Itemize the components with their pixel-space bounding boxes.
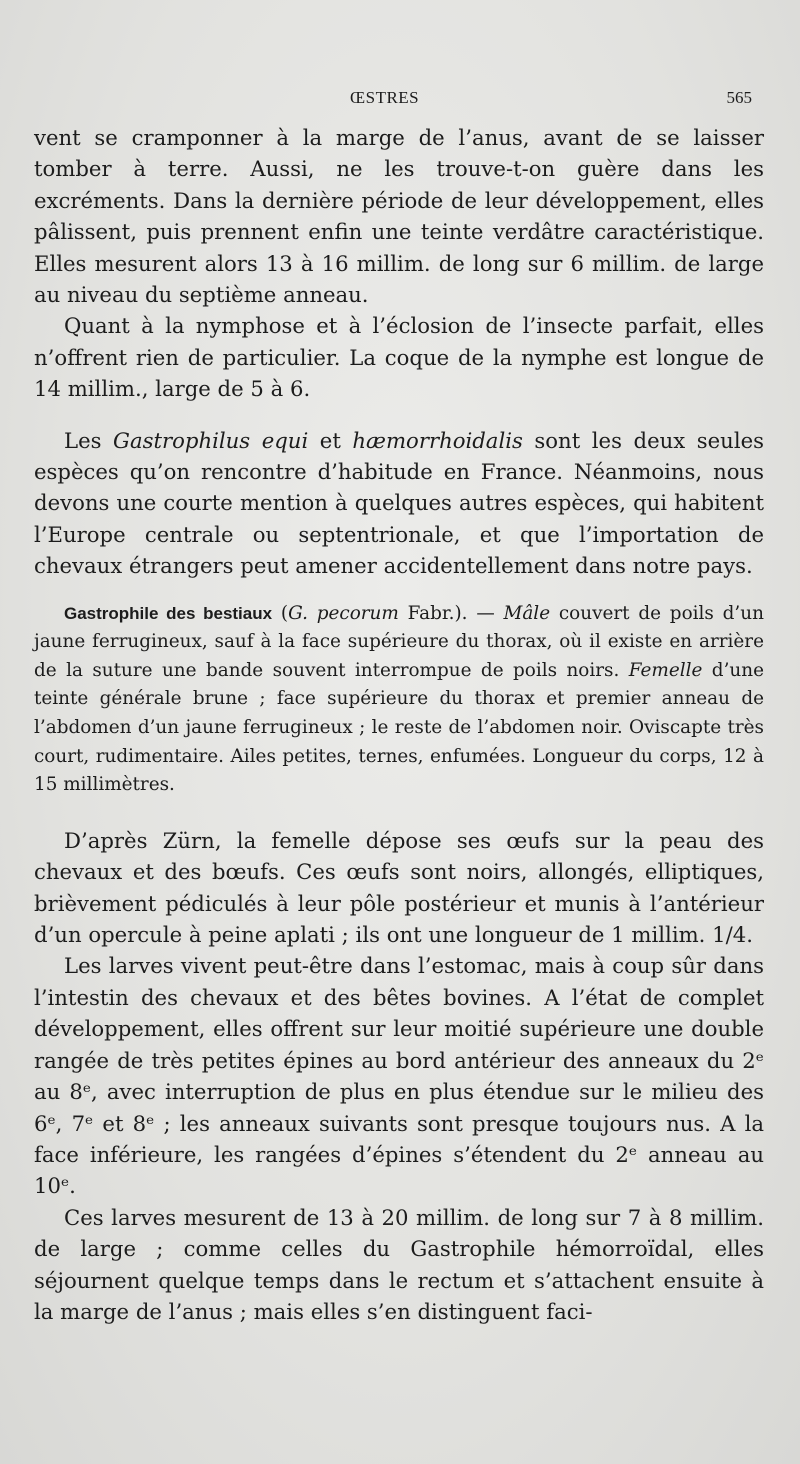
species-name-haemorrhoidalis: hæmorrhoidalis <box>352 427 523 453</box>
paragraph-species-france <box>34 425 764 582</box>
paragraph-zurn-eggs: D’après Zürn, la femelle dépose ses œufs sur la peau des chevaux et des bœufs. Ces œufs sont noirs, allongés, elliptiques, brièvement pédiculés à leur pôle postérieur et munis à l’antérieur d’un opercule à peine aplati ; ils ont une longueur de 1 millim. 1/4. <box>34 827 764 948</box>
male-label: Mâle <box>503 602 551 624</box>
female-label: Femelle <box>628 659 703 681</box>
page-number: 565 <box>726 88 752 107</box>
pecorum-author: Fabr.). — <box>398 602 504 624</box>
pecorum-heading: Gastrophile des bestiaux <box>64 603 273 623</box>
paragraph-larvae-end: vent se cramponner à la marge de l’anus, avant de se laisser tomber à terre. Aussi, ne les trouve-t-on guère dans les excréments. Dans la dernière période de leur développement, elles pâlissent, puis prennent enfin une teinte verdâtre caractéristique. Elles mesurent alors 13 à 16 millim. de long sur 6 millim. de large au niveau du septième anneau. <box>34 125 764 308</box>
female-text: d’une teinte générale brune ; face supérieure du thorax et premier anneau de l’abdomen d’un jaune ferrugineux ; le reste de l’abdomen noir. Oviscapte très court, rudimentaire. Ailes petites, ternes, enfumées. Longueur du corps, 12 à 15 millimètres. <box>34 659 764 796</box>
paragraph-pecorum-description <box>34 600 764 800</box>
page-header <box>0 88 800 114</box>
running-title: ŒSTRES <box>350 88 420 107</box>
body-text <box>34 122 764 1327</box>
male-text: couvert de poils d’un jaune ferrugineux, sauf à la face supérieure du thorax, où il existe en arrière de la suture une bande souvent interrompue de poils noirs. <box>34 602 764 681</box>
species-pre: Les <box>64 427 114 453</box>
pecorum-open: ( <box>272 602 289 624</box>
species-name-equi: Gastrophilus equi <box>113 427 309 453</box>
paragraph-nymphose: Quant à la nymphose et à l’éclosion de l’insecte parfait, elles n’offrent rien de particulier. La coque de la nymphe est longue de 14 millim., large de 5 à 6. <box>34 313 764 402</box>
species-post: sont les deux seules espèces qu’on rencontre d’habitude en France. Néanmoins, nous devons une courte mention à quelques autres espèces, qui habitent l’Europe centrale ou septentrionale, et que l’importation de chevaux étrangers peut amener accidentellement dans notre pays. <box>34 427 765 579</box>
paragraph-larvae-intestine: Les larves vivent peut-être dans l’estomac, mais à coup sûr dans l’intestin des chevaux et des bêtes bovines. A l’état de complet développement, elles offrent sur leur moitié supérieure une double rangée de très petites épines au bord antérieur des anneaux du 2ᵉ au 8ᵉ, avec interruption de plus en plus étendue sur le milieu des 6ᵉ, 7ᵉ et 8ᵉ ; les anneaux suivants sont presque toujours nus. A la face inférieure, les rangées d’épines s’étendent du 2ᵉ anneau au 10ᵉ. <box>34 953 764 1199</box>
pecorum-species: G. pecorum <box>288 602 399 624</box>
species-mid: et <box>308 427 353 453</box>
paragraph-larvae-size: Ces larves mesurent de 13 à 20 millim. de long sur 7 à 8 millim. de large ; comme celles du Gastrophile hémorroïdal, elles séjournent quelque temps dans le rectum et s’attachent ensuite à la marge de l’anus ; mais elles s’en distinguent faci- <box>34 1204 764 1324</box>
